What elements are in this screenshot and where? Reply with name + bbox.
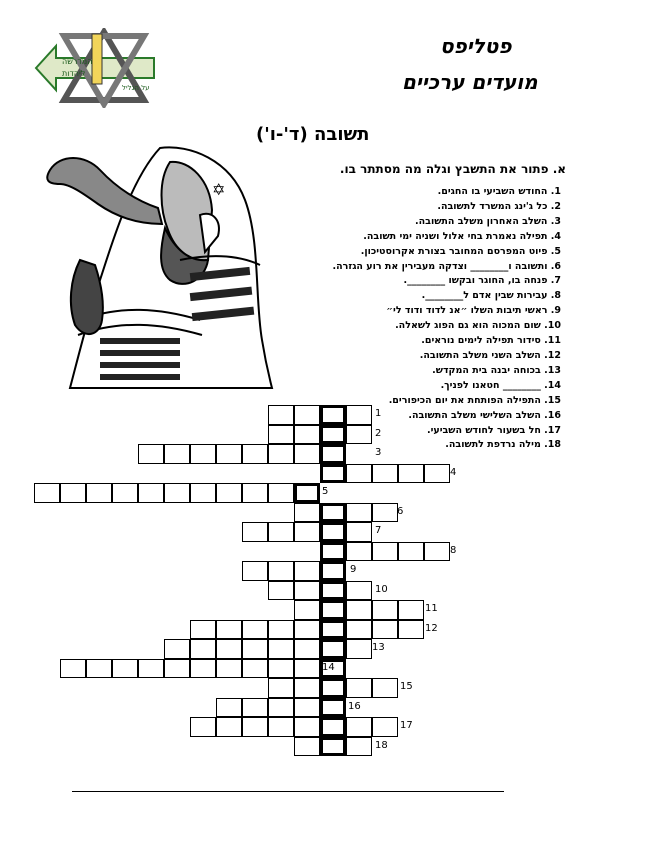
title-line-1: פטליפס xyxy=(440,34,512,58)
crossword-cell[interactable] xyxy=(294,581,320,601)
crossword-cell[interactable] xyxy=(398,542,424,562)
crossword-cell[interactable] xyxy=(164,639,190,659)
row-number: 18 xyxy=(375,739,388,751)
crossword-cell[interactable] xyxy=(398,620,424,640)
crossword-cell[interactable] xyxy=(346,737,372,757)
clue-list xyxy=(201,185,561,453)
hidden-word-cell[interactable] xyxy=(320,425,346,445)
clue-item: 12. השלב השני משלב התשובה. xyxy=(419,349,561,361)
row-number: 14 xyxy=(322,661,335,673)
clue-item: 13. בכוחה יבנה בית המקדש. xyxy=(432,364,561,376)
crossword-cell[interactable] xyxy=(372,600,398,620)
school-logo xyxy=(34,28,174,108)
crossword-cell[interactable] xyxy=(424,464,450,484)
crossword-cell[interactable] xyxy=(346,464,372,484)
row-number: 9 xyxy=(350,564,357,575)
hidden-word-cell[interactable] xyxy=(320,444,346,464)
crossword-cell[interactable] xyxy=(190,659,216,679)
crossword-cell[interactable] xyxy=(346,620,372,640)
crossword-cell[interactable] xyxy=(138,659,164,679)
row-number: 10 xyxy=(375,583,388,595)
clue-item: 14. ________ חטאנו לפניך. xyxy=(440,379,561,391)
crossword-cell[interactable] xyxy=(294,659,320,679)
crossword-cell[interactable] xyxy=(372,464,398,484)
clue-item: 2. כל ג'ינג המשרד לתשובה. xyxy=(437,200,561,212)
crossword-cell[interactable] xyxy=(268,483,294,503)
crossword-cell[interactable] xyxy=(242,639,268,659)
crossword-cell[interactable] xyxy=(268,561,294,581)
crossword-cell[interactable] xyxy=(34,483,60,503)
crossword-cell[interactable] xyxy=(216,444,242,464)
crossword-cell[interactable] xyxy=(346,503,372,523)
row-number: 1 xyxy=(375,408,382,419)
crossword-cell[interactable] xyxy=(346,678,372,698)
crossword-cell[interactable] xyxy=(294,444,320,464)
crossword-cell[interactable] xyxy=(268,405,294,425)
crossword-cell[interactable] xyxy=(294,522,320,542)
page-heading: תשובה (ד'-ו') xyxy=(256,124,370,145)
crossword-cell[interactable] xyxy=(294,561,320,581)
crossword-cell[interactable] xyxy=(216,483,242,503)
crossword-cell[interactable] xyxy=(346,425,372,445)
clue-item: 1. החודש השביעי בו החגים. xyxy=(437,186,561,197)
crossword-cell[interactable] xyxy=(216,639,242,659)
crossword-cell[interactable] xyxy=(268,639,294,659)
crossword-cell[interactable] xyxy=(346,581,372,601)
clue-item: 16. השלב השלישי משלב התשובה. xyxy=(408,409,561,421)
clue-item: 6. ותשובה ו________ וצדקה מעבירין את רוע הגזרה. xyxy=(332,260,561,272)
answer-line xyxy=(72,791,504,792)
crossword-cell[interactable] xyxy=(190,444,216,464)
crossword-cell[interactable] xyxy=(242,717,268,737)
row-number: 3 xyxy=(375,447,382,458)
crossword-cell[interactable] xyxy=(86,659,112,679)
crossword-cell[interactable] xyxy=(216,620,242,640)
row-number: 12 xyxy=(425,622,438,634)
row-number: 5 xyxy=(322,486,329,497)
logo-text-2: ליהדות xyxy=(62,69,86,78)
crossword-cell[interactable] xyxy=(372,620,398,640)
hidden-word-cell[interactable] xyxy=(320,620,346,640)
crossword-cell[interactable] xyxy=(242,483,268,503)
crossword-cell[interactable] xyxy=(242,522,268,542)
crossword-cell[interactable] xyxy=(268,620,294,640)
crossword-cell[interactable] xyxy=(268,522,294,542)
clue-item: 15. התפילה הפותחת את יום הכיפורים. xyxy=(388,394,561,406)
crossword-cell[interactable] xyxy=(190,717,216,737)
clue-item: 17. חל בשעור לחודש השביעי. xyxy=(426,424,561,436)
row-number: 13 xyxy=(372,642,385,653)
crossword-cell[interactable] xyxy=(346,405,372,425)
crossword-cell[interactable] xyxy=(268,698,294,718)
clue-item: 7. פנחה בו, החוגר ובקשו ________. xyxy=(403,275,561,287)
crossword-cell[interactable] xyxy=(268,717,294,737)
row-number: 6 xyxy=(397,505,404,517)
crossword-cell[interactable] xyxy=(86,483,112,503)
crossword-cell[interactable] xyxy=(138,444,164,464)
row-number: 2 xyxy=(375,427,382,439)
crossword-cell[interactable] xyxy=(242,659,268,679)
crossword-cell[interactable] xyxy=(346,600,372,620)
svg-text:✡: ✡ xyxy=(212,180,226,199)
clue-item: 8. עבירות שבין אדם ל________. xyxy=(421,290,561,302)
crossword-cell[interactable] xyxy=(216,717,242,737)
crossword-cell[interactable] xyxy=(242,698,268,718)
hidden-word-cell[interactable] xyxy=(320,678,346,698)
crossword-cell[interactable] xyxy=(216,698,242,718)
hidden-word-cell[interactable] xyxy=(320,698,346,718)
hidden-word-cell[interactable] xyxy=(320,600,346,620)
hidden-word-cell[interactable] xyxy=(320,639,346,659)
clue-item: 3. השלב האחרון משלב התשובה. xyxy=(415,215,561,227)
hidden-word-cell[interactable] xyxy=(320,561,346,581)
crossword-cell[interactable] xyxy=(164,659,190,679)
crossword-cell[interactable] xyxy=(112,659,138,679)
crossword-cell[interactable] xyxy=(190,620,216,640)
title-line-2: מועדים ערכיים xyxy=(402,70,538,94)
crossword-cell[interactable] xyxy=(346,542,372,562)
crossword-cell[interactable] xyxy=(398,464,424,484)
crossword-cell[interactable] xyxy=(372,542,398,562)
logo-text-3: על הגליל xyxy=(122,84,150,92)
row-number: 7 xyxy=(375,525,382,536)
crossword-cell[interactable] xyxy=(190,483,216,503)
clue-item: 11. סידור תפילה לימים נוראים. xyxy=(421,335,561,347)
crossword-cell[interactable] xyxy=(294,737,320,757)
crossword-cell[interactable] xyxy=(294,600,320,620)
hidden-word-cell[interactable] xyxy=(320,581,346,601)
crossword-cell[interactable] xyxy=(372,503,398,523)
crossword-cell[interactable] xyxy=(164,444,190,464)
clue-item: 9. ראשי תיבות השלו ״אנ לדוד ודוד לי״ xyxy=(386,305,561,317)
crossword-cell[interactable] xyxy=(164,483,190,503)
crossword-cell[interactable] xyxy=(60,659,86,679)
crossword-cell[interactable] xyxy=(346,522,372,542)
crossword-cell[interactable] xyxy=(268,581,294,601)
clue-item: 10. שום המכוה הוא גם הפוג לשאלה. xyxy=(395,320,561,332)
row-number: 15 xyxy=(400,681,413,692)
hidden-word-cell[interactable] xyxy=(320,542,346,562)
hidden-word-cell[interactable] xyxy=(320,717,346,737)
crossword-cell[interactable] xyxy=(60,483,86,503)
crossword-cell[interactable] xyxy=(346,717,372,737)
crossword-cell[interactable] xyxy=(268,444,294,464)
hidden-word-cell[interactable] xyxy=(320,405,346,425)
crossword-cell[interactable] xyxy=(190,639,216,659)
clue-item: 18. מילה נרדפת לתשובה. xyxy=(445,439,561,451)
crossword-cell[interactable] xyxy=(424,542,450,562)
crossword-cell[interactable] xyxy=(294,405,320,425)
clue-item: 4. תפילה נאמרת בחי אלול ושניה ימי תשובה. xyxy=(363,230,561,242)
row-number: 4 xyxy=(450,466,457,478)
row-number: 16 xyxy=(348,700,361,712)
row-number: 11 xyxy=(425,603,438,614)
crossword-cell[interactable] xyxy=(294,503,320,523)
crossword-cell[interactable] xyxy=(294,425,320,445)
hidden-word-cell[interactable] xyxy=(320,503,346,523)
hidden-word-cell[interactable] xyxy=(320,522,346,542)
crossword-cell[interactable] xyxy=(242,444,268,464)
hidden-word-cell[interactable] xyxy=(320,464,346,484)
crossword-cell[interactable] xyxy=(138,483,164,503)
crossword-cell[interactable] xyxy=(112,483,138,503)
crossword-cell[interactable] xyxy=(346,639,372,659)
crossword-cell[interactable] xyxy=(268,659,294,679)
crossword-cell[interactable] xyxy=(294,639,320,659)
crossword-cell[interactable] xyxy=(372,717,398,737)
row-number: 17 xyxy=(400,720,413,731)
crossword-cell[interactable] xyxy=(294,717,320,737)
crossword-cell[interactable] xyxy=(242,561,268,581)
row-number: 8 xyxy=(450,544,457,556)
crossword-cell[interactable] xyxy=(268,425,294,445)
crossword-cell[interactable] xyxy=(268,678,294,698)
crossword-cell[interactable] xyxy=(242,620,268,640)
crossword-cell[interactable] xyxy=(372,678,398,698)
hidden-word-cell[interactable] xyxy=(294,483,320,503)
crossword-cell[interactable] xyxy=(294,678,320,698)
clue-item: 5. פיוט המפרסם המחובר בצורת אקרוסטיכון. xyxy=(360,245,561,257)
section-instructions: א. פתור את התשבץ וגלה מה מסתתר בו. xyxy=(339,162,566,176)
hidden-word-cell[interactable] xyxy=(320,737,346,757)
crossword-cell[interactable] xyxy=(398,600,424,620)
crossword-cell[interactable] xyxy=(216,659,242,679)
logo-text-1: המדרשה xyxy=(62,57,93,66)
hidden-word-cell[interactable] xyxy=(320,659,346,679)
crossword-cell[interactable] xyxy=(294,620,320,640)
crossword-cell[interactable] xyxy=(294,698,320,718)
